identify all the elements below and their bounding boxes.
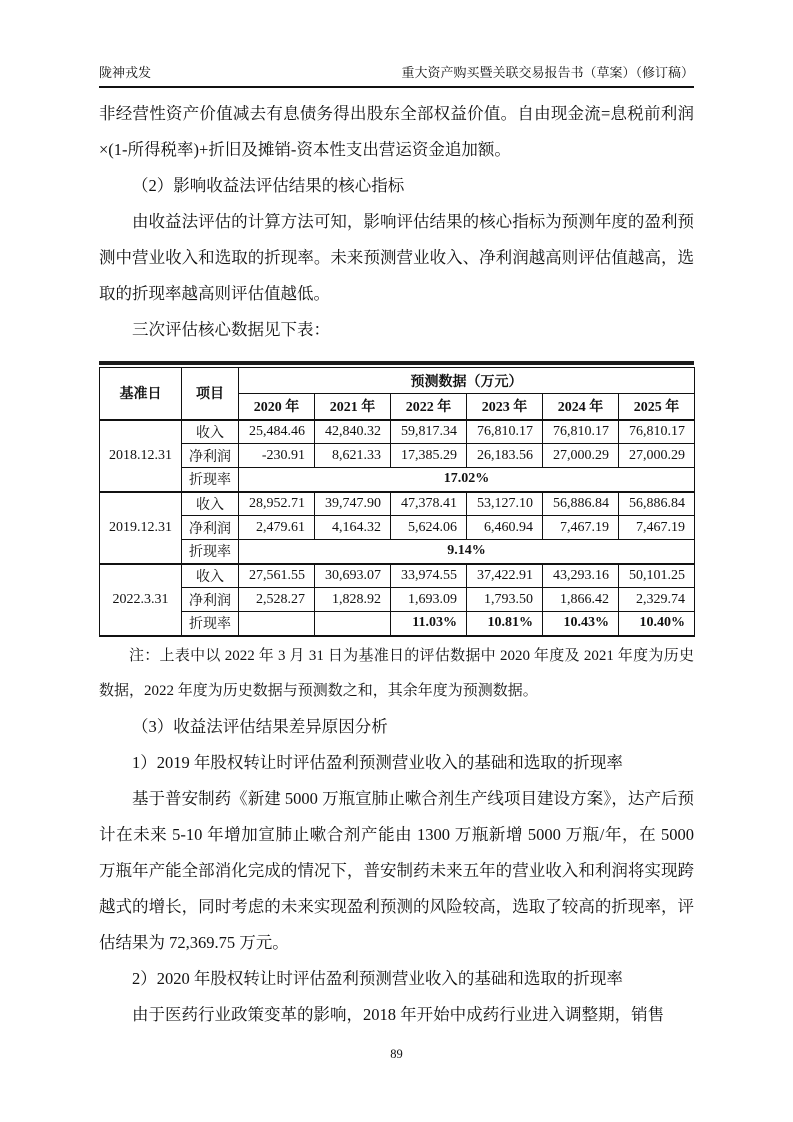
item-label-cell: 净利润 bbox=[182, 588, 239, 612]
value-cell: 33,974.55 bbox=[391, 564, 467, 588]
value-cell: 1,693.09 bbox=[391, 588, 467, 612]
discount-rate-cell: 17.02% bbox=[239, 468, 695, 492]
value-cell: 37,422.91 bbox=[467, 564, 543, 588]
paragraph-continuation: 非经营性资产价值减去有息债务得出股东全部权益价值。自由现金流=息税前利润×(1-所得税率)+折旧及摊销-资本性支出营运资金追加额。 bbox=[99, 104, 694, 159]
value-cell: 27,000.29 bbox=[619, 444, 695, 468]
table-row bbox=[100, 588, 695, 612]
paragraph-table-intro: 三次评估核心数据见下表： bbox=[132, 320, 330, 339]
value-cell: 2,329.74 bbox=[619, 588, 695, 612]
base-date-cell: 2022.3.31 bbox=[100, 564, 182, 636]
value-cell: 2,528.27 bbox=[239, 588, 315, 612]
value-cell: -230.91 bbox=[239, 444, 315, 468]
item-label-cell: 收入 bbox=[182, 564, 239, 588]
table-row bbox=[100, 564, 695, 588]
table-note: 注：上表中以 2022 年 3 月 31 日为基准日的评估数据中 2020 年度及 2021 年度为历史数据，2022 年度为历史数据与预测数之和，其余年度为预测数据。 bbox=[99, 647, 694, 699]
value-cell: 50,101.25 bbox=[619, 564, 695, 588]
header-year: 2022 年 bbox=[391, 394, 467, 420]
table-row bbox=[100, 492, 695, 516]
paragraph-2020-transfer: 由于医药行业政策变革的影响，2018 年开始中成药行业进入调整期，销售 bbox=[132, 1004, 665, 1024]
header-year: 2024 年 bbox=[543, 394, 619, 420]
item-label-cell: 折现率 bbox=[182, 540, 239, 564]
value-cell: 7,467.19 bbox=[619, 516, 695, 540]
header-year: 2020 年 bbox=[239, 394, 315, 420]
value-cell: 5,624.06 bbox=[391, 516, 467, 540]
value-cell: 25,484.46 bbox=[239, 420, 315, 444]
value-cell: 76,810.17 bbox=[467, 420, 543, 444]
value-cell: 76,810.17 bbox=[619, 420, 695, 444]
value-cell: 56,886.84 bbox=[619, 492, 695, 516]
base-date-cell: 2019.12.31 bbox=[100, 492, 182, 564]
item-label-cell: 净利润 bbox=[182, 444, 239, 468]
value-cell: 56,886.84 bbox=[543, 492, 619, 516]
table-header-row-1 bbox=[100, 368, 695, 394]
discount-rate-cell: 10.43% bbox=[543, 612, 619, 636]
discount-rate-cell: 10.40% bbox=[619, 612, 695, 636]
value-cell: 28,952.71 bbox=[239, 492, 315, 516]
discount-rate-cell bbox=[315, 612, 391, 636]
value-cell: 4,164.32 bbox=[315, 516, 391, 540]
value-cell: 2,479.61 bbox=[239, 516, 315, 540]
discount-rate-cell bbox=[239, 612, 315, 636]
value-cell: 1,793.50 bbox=[467, 588, 543, 612]
value-cell: 42,840.32 bbox=[315, 420, 391, 444]
value-cell: 1,866.42 bbox=[543, 588, 619, 612]
value-cell: 17,385.29 bbox=[391, 444, 467, 468]
value-cell: 8,621.33 bbox=[315, 444, 391, 468]
evaluation-data-table bbox=[99, 367, 695, 637]
item-label-cell: 折现率 bbox=[182, 612, 239, 636]
value-cell: 27,561.55 bbox=[239, 564, 315, 588]
header-report-title: 重大资产购买暨关联交易报告书（草案）（修订稿） bbox=[401, 65, 694, 80]
header-base-date: 基准日 bbox=[100, 368, 182, 420]
value-cell: 43,293.16 bbox=[543, 564, 619, 588]
heading-section-3-2: 2）2020 年股权转让时评估盈利预测营业收入的基础和选取的折现率 bbox=[132, 968, 623, 988]
header-year: 2023 年 bbox=[467, 394, 543, 420]
discount-rate-cell: 9.14% bbox=[239, 540, 695, 564]
running-header bbox=[99, 62, 694, 88]
header-company-name: 陇神戎发 bbox=[99, 65, 152, 80]
paragraph-2019-transfer: 基于普安制药《新建 5000 万瓶宣肺止嗽合剂生产线项目建设方案》，达产后预计在未来 5-10 年增加宣肺止嗽合剂产能由 1300 万瓶新增 5000 万瓶/年，在 5000 万瓶年产能全部消化完成的情况下，普安制药未来五年的营业收入和利润将实现跨越式的增长，同时考虑的未来实现盈利预测的风险较高，选取了较高的折现率，评估结果为 72,369.75 万元。 bbox=[99, 788, 694, 952]
base-date-cell: 2018.12.31 bbox=[100, 420, 182, 492]
table-row bbox=[100, 612, 695, 636]
paragraph-core-indicators: 由收益法评估的计算方法可知，影响评估结果的核心指标为预测年度的盈利预测中营业收入和选取的折现率。未来预测营业收入、净利润越高则评估值越高，选取的折现率越高则评估值越低。 bbox=[99, 212, 694, 303]
header-forecast-data: 预测数据（万元） bbox=[239, 368, 695, 394]
table-row bbox=[100, 516, 695, 540]
value-cell: 53,127.10 bbox=[467, 492, 543, 516]
discount-rate-cell: 11.03% bbox=[391, 612, 467, 636]
value-cell: 27,000.29 bbox=[543, 444, 619, 468]
header-item: 项目 bbox=[182, 368, 239, 420]
value-cell: 26,183.56 bbox=[467, 444, 543, 468]
item-label-cell: 收入 bbox=[182, 420, 239, 444]
value-cell: 6,460.94 bbox=[467, 516, 543, 540]
item-label-cell: 净利润 bbox=[182, 516, 239, 540]
table-row bbox=[100, 468, 695, 492]
header-year: 2025 年 bbox=[619, 394, 695, 420]
page-number: 89 bbox=[390, 1046, 403, 1061]
value-cell: 59,817.34 bbox=[391, 420, 467, 444]
heading-section-2: （2）影响收益法评估结果的核心指标 bbox=[132, 176, 405, 195]
table-row bbox=[100, 420, 695, 444]
heading-section-3: （3）收益法评估结果差异原因分析 bbox=[132, 716, 388, 736]
value-cell: 1,828.92 bbox=[315, 588, 391, 612]
value-cell: 76,810.17 bbox=[543, 420, 619, 444]
page-footer bbox=[99, 1047, 694, 1062]
table-top-rule bbox=[99, 361, 694, 365]
value-cell: 7,467.19 bbox=[543, 516, 619, 540]
heading-section-3-1: 1）2019 年股权转让时评估盈利预测营业收入的基础和选取的折现率 bbox=[132, 752, 623, 772]
header-year: 2021 年 bbox=[315, 394, 391, 420]
page-body bbox=[99, 96, 694, 1033]
item-label-cell: 折现率 bbox=[182, 468, 239, 492]
value-cell: 39,747.90 bbox=[315, 492, 391, 516]
item-label-cell: 收入 bbox=[182, 492, 239, 516]
discount-rate-cell: 10.81% bbox=[467, 612, 543, 636]
table-row bbox=[100, 540, 695, 564]
value-cell: 30,693.07 bbox=[315, 564, 391, 588]
value-cell: 47,378.41 bbox=[391, 492, 467, 516]
table-row bbox=[100, 444, 695, 468]
